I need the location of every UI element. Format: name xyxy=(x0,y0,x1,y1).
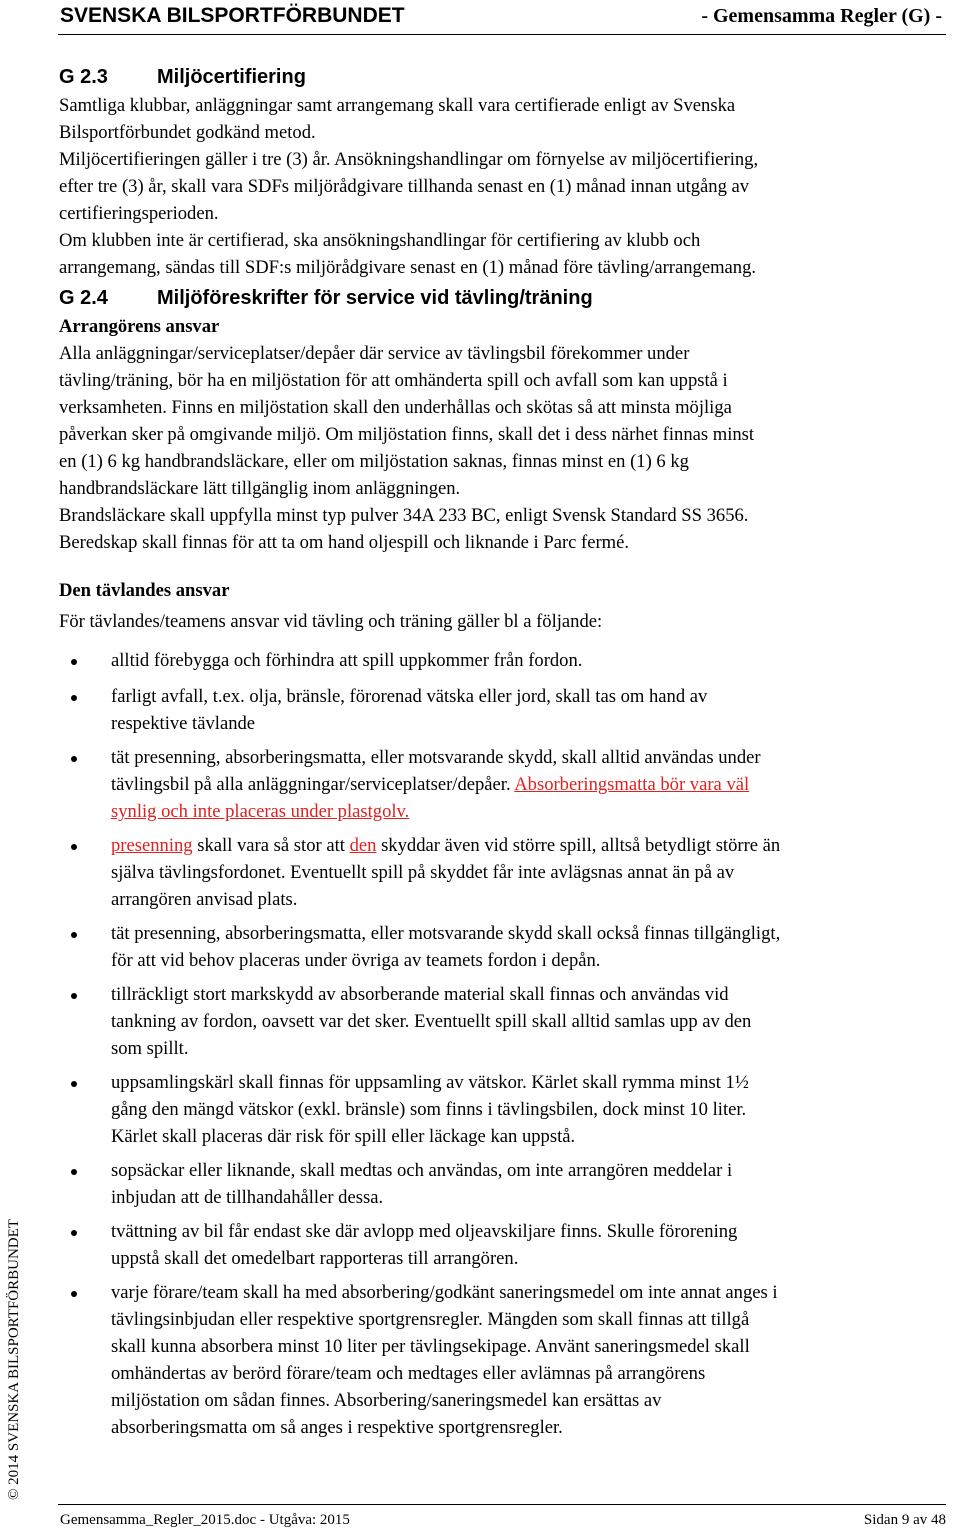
text-line: Alla anläggningar/serviceplatser/depåer där service av tävlingsbil förekommer under xyxy=(59,343,690,364)
text-line: Beredskap skall finnas för att ta om hand oljespill och liknande i Parc fermé. xyxy=(59,532,630,553)
text-line: tävling/träning, bör ha en miljöstation för att omhänderta spill och avfall som kan uppstå i xyxy=(59,370,728,391)
text-line: tvättning av bil får endast ske där avlopp med oljeavskiljare finns. Skulle förorening xyxy=(111,1221,738,1242)
section-paragraph xyxy=(59,92,959,281)
bullet-icon xyxy=(71,756,77,762)
text-line: respektive tävlande xyxy=(111,713,256,734)
list-item xyxy=(59,1279,959,1441)
header-section: - Gemensamma Regler (G) - xyxy=(701,5,942,27)
text-line: påverkan sker på omgivande miljö. Om miljöstation finns, skall det i dess närhet finnas minst xyxy=(59,424,755,445)
text-line: handbrandsläckare lätt tillgänglig inom anläggningen. xyxy=(59,478,461,499)
footer-document: Gemensamma_Regler_2015.doc - Utgåva: 2015 xyxy=(60,1512,350,1528)
text-line: efter tre (3) år, skall vara SDFs miljörådgivare tillhanda senast en (1) månad innan utgång av xyxy=(59,176,750,197)
list-item xyxy=(59,1069,959,1150)
text-line xyxy=(111,832,959,859)
section-number: G 2.4 xyxy=(59,287,108,309)
list-item xyxy=(59,920,959,974)
bullet-icon xyxy=(71,1081,77,1087)
section-heading-g24 xyxy=(59,283,959,313)
list-item xyxy=(59,1218,959,1272)
section-title: Miljöcertifiering xyxy=(157,66,306,88)
text-line: varje förare/team skall ha med absorbering/godkänt saneringsmedel om inte annat anges i xyxy=(111,1282,778,1303)
text-fragment: skall vara så stor att xyxy=(192,835,350,856)
text-line: tävlingsinbjudan eller respektive sportgrensregler. Mängden som skall finnas att tillgå xyxy=(111,1309,750,1330)
text-line: Brandsläckare skall uppfylla minst typ pulver 34A 233 BC, enligt Svensk Standard SS 3656. xyxy=(59,505,749,526)
text-line: miljöstation om sådan finnes. Absorbering/saneringsmedel kan ersättas av xyxy=(111,1390,662,1411)
intro-line: För tävlandes/teamens ansvar vid tävling och träning gäller bl a följande: xyxy=(59,611,603,632)
list-item xyxy=(59,832,959,913)
text-line: skall kunna absorbera minst 10 liter per tävlingsekipage. Använt saneringsmedel skall xyxy=(111,1336,750,1357)
text-line xyxy=(111,771,959,798)
highlighted-text: presenning xyxy=(111,835,193,856)
text-line: Kärlet skall placeras där risk för spill eller läckage kan uppstå. xyxy=(111,1126,576,1147)
highlighted-text: den xyxy=(349,835,377,856)
text-line: Bilsportförbundet godkänd metod. xyxy=(59,122,316,143)
text-line: tät presenning, absorberingsmatta, eller motsvarande skydd skall också finnas tillgängligt, xyxy=(111,923,781,944)
text-line: sopsäckar eller liknande, skall medtas och användas, om inte arrangören meddelar i xyxy=(111,1160,733,1181)
header-divider xyxy=(58,34,946,35)
bullet-icon xyxy=(71,844,77,850)
list-item xyxy=(59,981,959,1062)
bullet-icon xyxy=(71,932,77,938)
list-item xyxy=(59,744,959,825)
bullet-icon xyxy=(71,993,77,999)
section-title: Miljöföreskrifter för service vid tävling/träning xyxy=(157,287,593,309)
bullet-list xyxy=(59,647,959,1441)
text-line: tankning av fordon, oavsett var det sker. Eventuellt spill skall alltid samlas upp av den xyxy=(111,1011,752,1032)
subheading-competitor: Den tävlandes ansvar xyxy=(59,580,230,601)
text-line: uppsamlingskärl skall finnas för uppsamling av vätskor. Kärlet skall rymma minst 1½ xyxy=(111,1072,749,1093)
text-line: tillräckligt stort markskydd av absorberande material skall finnas och användas vid xyxy=(111,984,729,1005)
text-line: för att vid behov placeras under övriga av teamets fordon i depån. xyxy=(111,950,601,971)
footer-page-number: Sidan 9 av 48 xyxy=(863,1512,946,1528)
text-line: själva tävlingsfordonet. Eventuellt spill på skyddet får inte avlägsnas annat än på av xyxy=(111,862,735,883)
text-line: Miljöcertifieringen gäller i tre (3) år. Ansökningshandlingar om förnyelse av miljöcertifiering, xyxy=(59,149,759,170)
list-item xyxy=(59,1157,959,1211)
text-line: omhändertas av berörd förare/team och medtages eller avlämnas på arrangörens xyxy=(111,1363,706,1384)
text-line: absorberingsmatta om så anges i respektive sportgrensregler. xyxy=(111,1417,563,1438)
bullet-icon xyxy=(71,1230,77,1236)
highlighted-text: synlig och inte placeras under plastgolv. xyxy=(111,801,410,822)
text-line: en (1) 6 kg handbrandsläckare, eller om miljöstation saknas, finnas minst en (1) 6 kg xyxy=(59,451,689,472)
bullet-icon xyxy=(71,695,77,701)
copyright-sidebar: © 2014 SVENSKA BILSPORTFÖRBUNDET xyxy=(6,1219,22,1500)
list-item xyxy=(59,647,959,674)
text-line: som spillt. xyxy=(111,1038,189,1059)
list-item xyxy=(59,683,959,737)
section-paragraph xyxy=(59,340,959,556)
text-line: tät presenning, absorberingsmatta, eller motsvarande skydd, skall alltid användas under xyxy=(111,747,761,768)
text-line: Om klubben inte är certifierad, ska ansökningshandlingar för certifiering av klubb och xyxy=(59,230,701,251)
text-line: arrangören anvisad plats. xyxy=(111,889,298,910)
subheading-organizer: Arrangörens ansvar xyxy=(59,316,220,337)
text-line: certifieringsperioden. xyxy=(59,203,219,224)
footer-divider xyxy=(58,1504,946,1505)
text-fragment: skyddar även vid större spill, alltså betydligt större än xyxy=(376,835,781,856)
bullet-icon xyxy=(71,1169,77,1175)
text-line: gång den mängd vätskor (exkl. bränsle) som finns i tävlingsbilen, dock minst 10 liter. xyxy=(111,1099,747,1120)
bullet-icon xyxy=(71,1291,77,1297)
text-line: farligt avfall, t.ex. olja, bränsle, förorenad vätska eller jord, skall tas om hand av xyxy=(111,686,708,707)
highlighted-text: Absorberingsmatta bör vara väl xyxy=(514,774,750,795)
text-line: alltid förebygga och förhindra att spill uppkommer från fordon. xyxy=(111,650,583,671)
text-fragment: tävlingsbil på alla anläggningar/serviceplatser/depåer. xyxy=(111,774,515,795)
text-line: verksamheten. Finns en miljöstation skall den underhållas och skötas så att minsta möjliga xyxy=(59,397,732,418)
section-number: G 2.3 xyxy=(59,66,108,88)
bullet-icon xyxy=(71,659,77,665)
header-org: SVENSKA BILSPORTFÖRBUNDET xyxy=(60,4,405,27)
text-line: Samtliga klubbar, anläggningar samt arrangemang skall vara certifierade enligt av Svenska xyxy=(59,95,736,116)
text-line: inbjudan att de tillhandahåller dessa. xyxy=(111,1187,384,1208)
page-content xyxy=(59,62,959,1441)
text-line: uppstå skall det omedelbart rapporteras till arrangören. xyxy=(111,1248,519,1269)
section-heading-g23 xyxy=(59,62,959,92)
text-line: arrangemang, sändas till SDF:s miljörådgivare senast en (1) månad före tävling/arrangemang. xyxy=(59,257,757,278)
